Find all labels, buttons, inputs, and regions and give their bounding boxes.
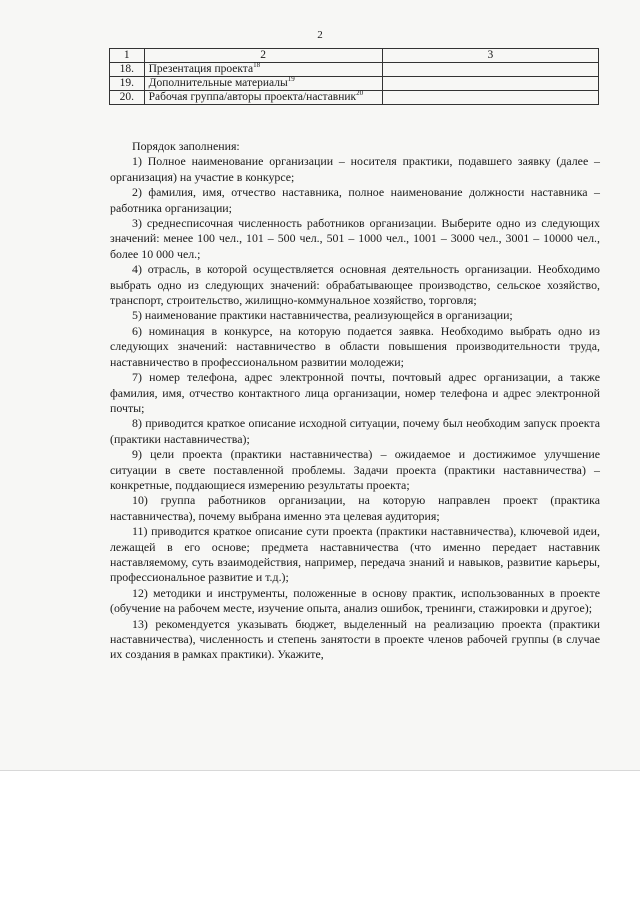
table-header-cell: 1: [110, 49, 145, 63]
instruction-item: 8) приводится краткое описание исходной ситуации, почему был необходим запуск проекта (практики наставничества);: [110, 416, 600, 446]
instruction-item: 13) рекомендуется указывать бюджет, выделенный на реализацию проекта (практики наставничества), численность и степень занятости в проекте членов рабочей группы (в случае их создания в рамках практики). Укажите,: [110, 616, 600, 662]
row-name: Рабочая группа/авторы проекта/наставник: [148, 91, 357, 103]
instructions-block: [110, 139, 600, 663]
row-value: [382, 77, 598, 91]
row-value: [382, 63, 598, 77]
instruction-item: 5) наименование практики наставничества, реализующейся в организации;: [132, 308, 513, 323]
table-header-cell: 2: [144, 49, 382, 63]
row-number: 20.: [110, 91, 145, 105]
instruction-item: 7) номер телефона, адрес электронной почты, почтовый адрес организации, а также фамилия, имя, отчество контактного лица организации, номер телефона и адрес электронной почты;: [110, 370, 600, 415]
row-name: Дополнительные материалы: [148, 77, 288, 89]
instruction-item: 9) цели проекта (практики наставничества) – ожидаемое и достижимое улучшение ситуации в свете поставленной проблемы. Задачи проекта (практики наставничества) – конкретные, поддающиеся измерению результаты проекта;: [110, 447, 600, 492]
footnote-ref: 19: [287, 75, 295, 84]
row-name-cell: [144, 77, 382, 91]
instructions-heading: Порядок заполнения:: [132, 139, 240, 153]
footnote-ref: 18: [253, 61, 261, 70]
row-name-cell: [144, 91, 382, 105]
instruction-item: 6) номинация в конкурсе, на которую подается заявка. Необходимо выбрать одно из следующих значений: наставничество в области повышения производительности труда, наставничество в профессиональном развитии молодежи;: [110, 323, 600, 369]
row-number: 18.: [110, 63, 145, 77]
application-table: [109, 48, 599, 105]
row-name-cell: [144, 63, 382, 77]
table-row: [110, 77, 599, 91]
table-header-cell: 3: [382, 49, 598, 63]
row-name: Презентация проекта: [148, 63, 254, 75]
instruction-item: 10) группа работников организации, на которую направлен проект (практика наставничества), почему выбрана именно эта целевая аудитория;: [110, 493, 600, 523]
row-number: 19.: [110, 77, 145, 91]
footnote-ref: 20: [356, 89, 364, 98]
table-header-row: [110, 49, 599, 63]
instruction-item: 3) среднесписочная численность работников организации. Выберите одно из следующих значений: менее 100 чел., 101 – 500 чел., 501 – 1000 чел., 1001 – 3000 чел., 3001 – 10000 чел., более 10 000 чел.;: [110, 216, 600, 261]
table-row: [110, 91, 599, 105]
instruction-item: 11) приводится краткое описание сути проекта (практики наставничества), ключевой идеи, лежащей в его основе; предмета наставничества (что именно передает наставник наставляемому, суть взаимодействия, например, передача знаний и навыков, развитие карьеры, профессиональное развитие и т.д.);: [110, 524, 600, 585]
page-number: 2: [317, 29, 323, 41]
table-row: [110, 63, 599, 77]
row-value: [382, 91, 598, 105]
instruction-item: 4) отрасль, в которой осуществляется основная деятельность организации. Необходимо выбрать одно из следующих значений: обрабатывающее производство, сельское хозяйство, транспорт, строительство, жилищно-коммунальное хозяйство, торговля;: [110, 262, 600, 308]
instruction-item: 2) фамилия, имя, отчество наставника, полное наименование должности наставника – работника организации;: [110, 185, 600, 215]
instruction-item: 1) Полное наименование организации – носителя практики, подавшего заявку (далее – организация) на участие в конкурсе;: [110, 154, 600, 184]
instruction-item: 12) методики и инструменты, положенные в основу практик, использованных в проекте (обучение на рабочем месте, изучение опыта, анализ ошибок, тренинги, стажировки и другое);: [110, 585, 600, 616]
